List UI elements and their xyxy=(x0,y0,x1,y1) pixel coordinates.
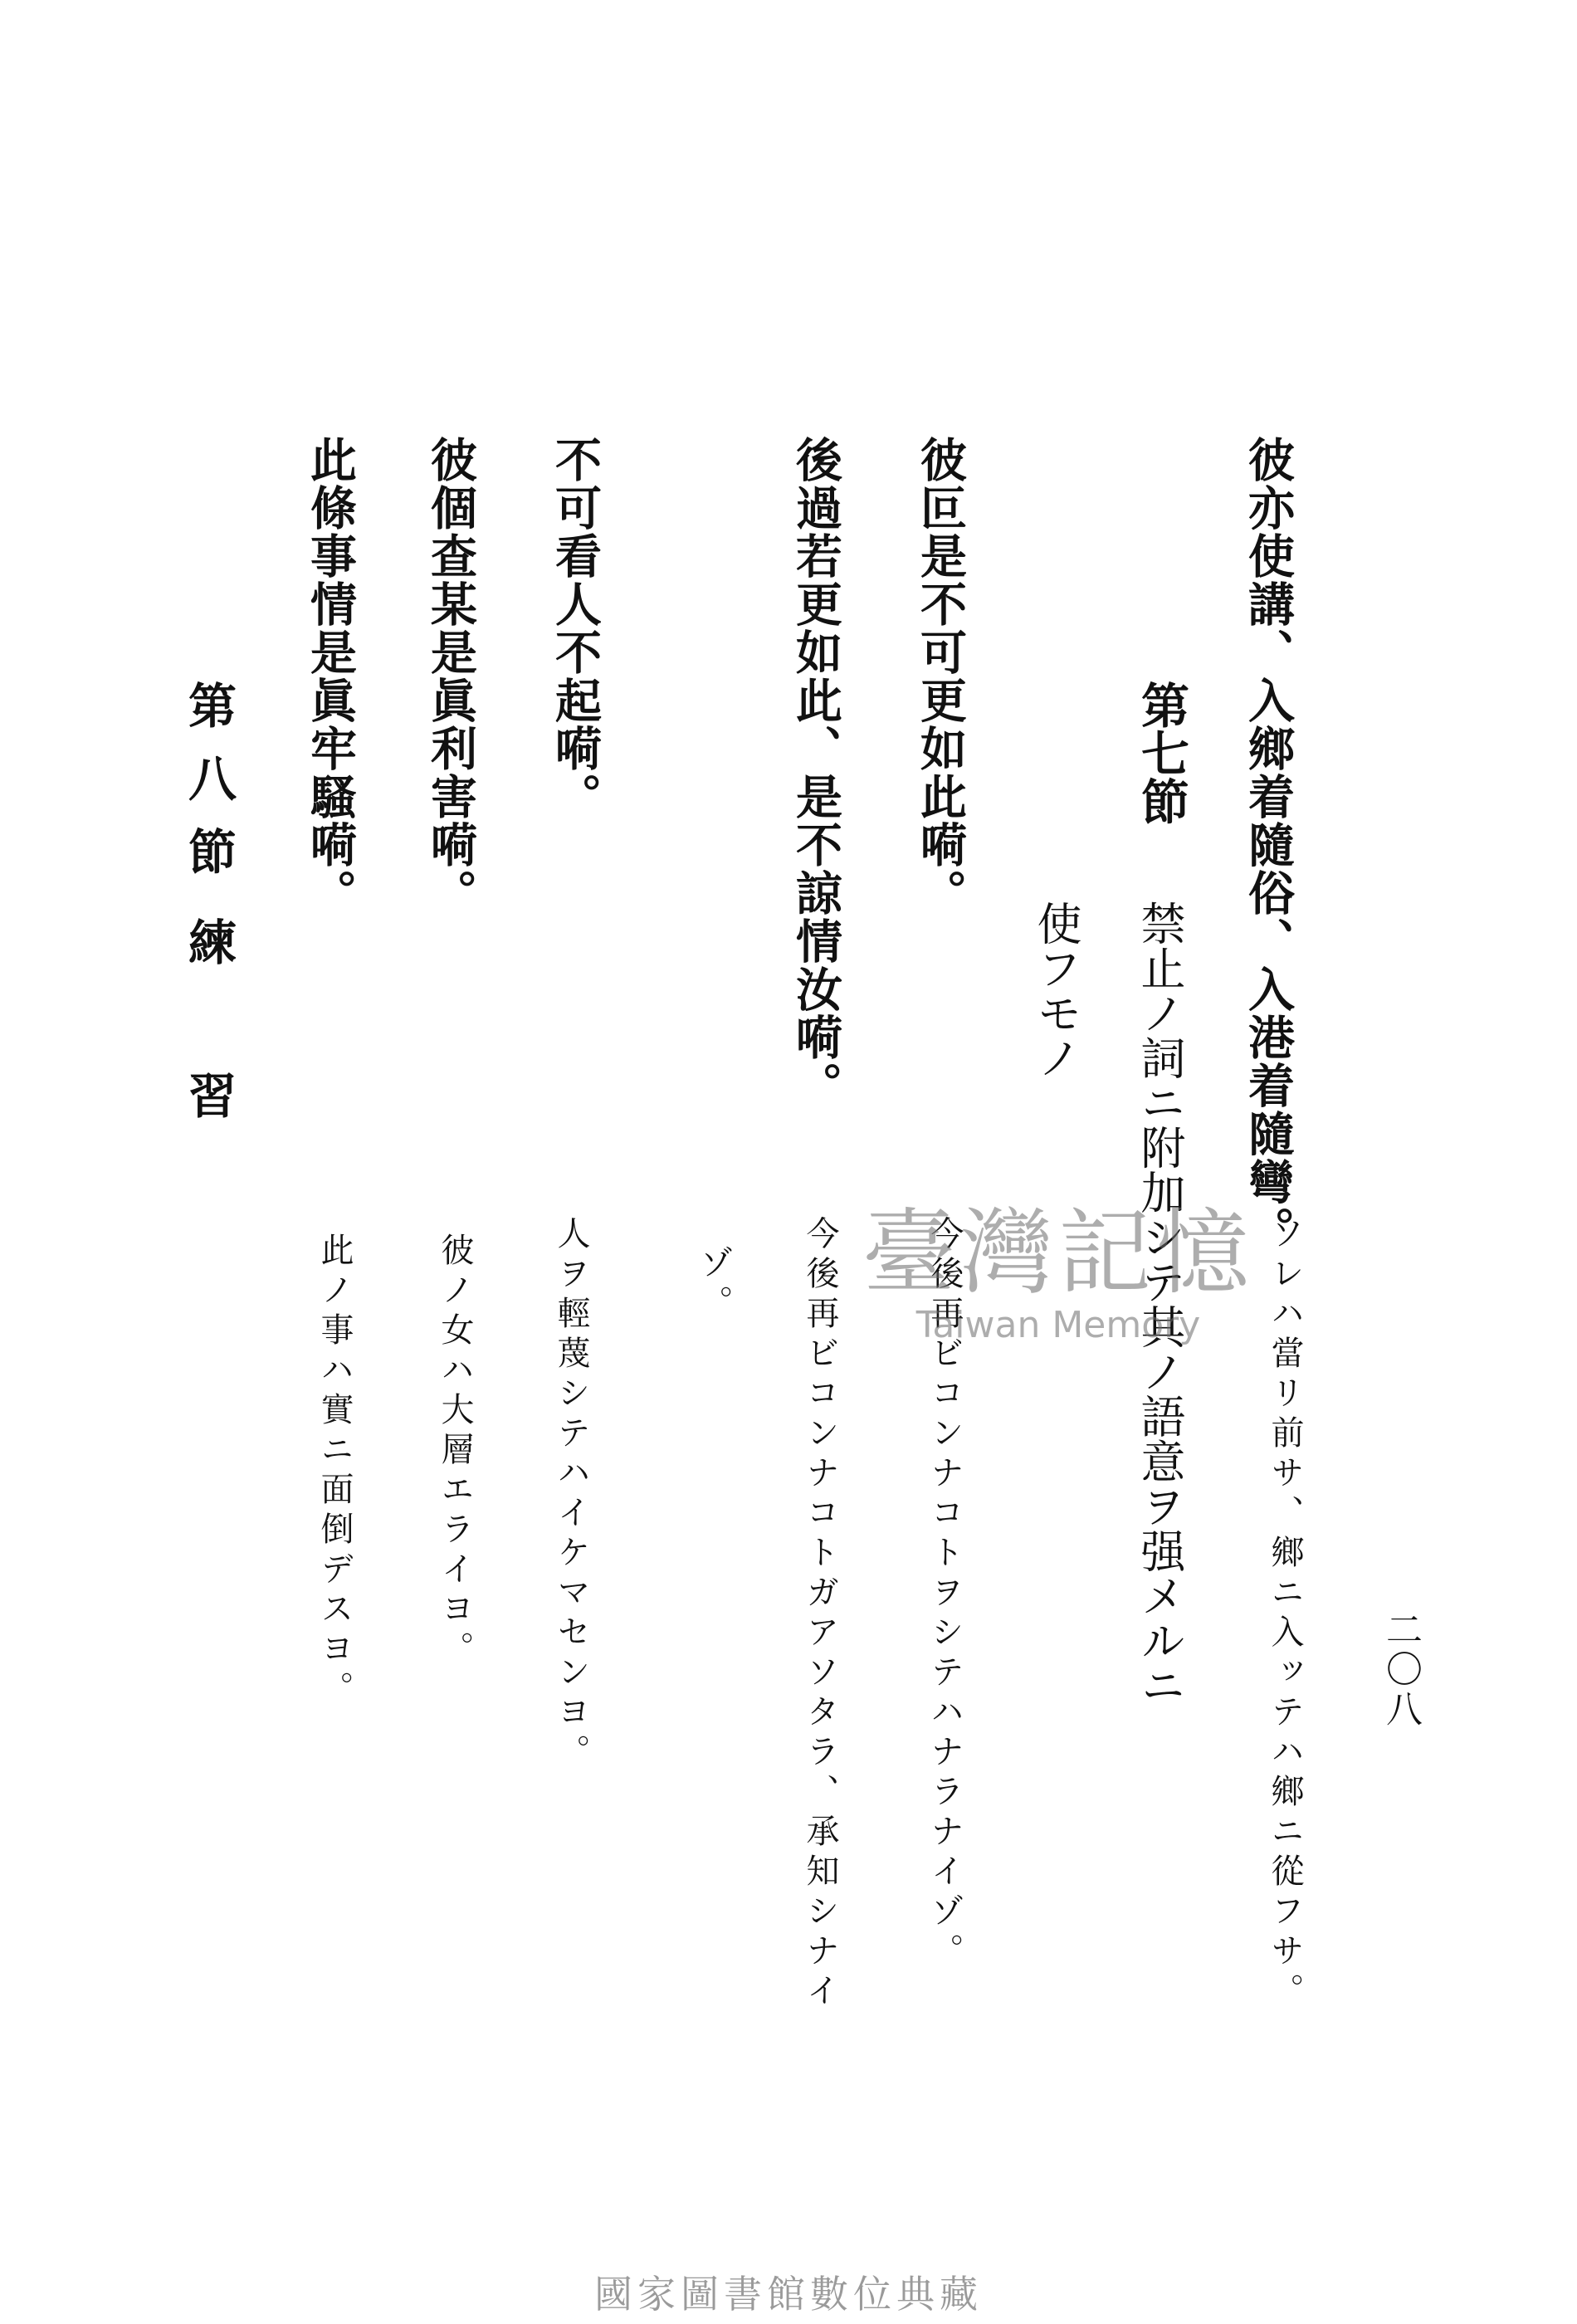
japanese-line: 此ノ事ハ實ニ面倒デスヨ。 xyxy=(315,1233,354,1711)
japanese-line: ソレハ當リ前サ、鄉ニ入ッテハ鄉ニ從フサ。 xyxy=(1266,1216,1304,2013)
section-heading-8: 第八節 xyxy=(180,681,237,900)
page-number: 二〇八 xyxy=(1379,1610,1422,1730)
section-heading-7: 第七節 xyxy=(1133,681,1189,825)
section-heading-8-practice-2: 習 xyxy=(180,1071,237,1119)
taiwanese-line: 彼叵是不可更如此嗬。 xyxy=(913,436,968,917)
japanese-line: 人ヲ輕蔑シテハイケマセンヨ。 xyxy=(552,1216,590,1774)
section-heading-8-practice: 練 xyxy=(180,917,237,965)
library-footer: 國家圖書館數位典藏 xyxy=(594,2272,983,2317)
taiwanese-line: 此條事情是眞牢騷嗬。 xyxy=(303,436,358,917)
taiwanese-line: 彼亦使講、入鄉着隨俗、入港着隨彎。 xyxy=(1241,436,1296,1254)
taiwan-memory-watermark xyxy=(809,1179,1307,1378)
taiwanese-line: 不可看人不起嗬。 xyxy=(548,436,603,821)
section-description: 禁止ノ詞ニ附加シテ其ノ語意ヲ强メルニ xyxy=(1134,901,1186,1707)
taiwanese-line: 彼個查某是眞利害嗬。 xyxy=(423,436,478,917)
section-description-cont: 使フモノ xyxy=(1030,901,1082,1080)
japanese-line: 今後再ビコンナコトヲシテハナラナイゾ。 xyxy=(925,1216,964,1973)
japanese-line: 彼ノ女ハ大層エライヨ。 xyxy=(436,1233,474,1671)
watermark-chinese: 臺灣記憶 xyxy=(862,1199,1254,1307)
japanese-line-cont: ゾ。 xyxy=(695,1245,733,1325)
japanese-line: 今後再ビコンナコトガアソタラ、承知シナイ xyxy=(801,1216,839,2013)
watermark-english: Taiwan Memory xyxy=(915,1304,1201,1346)
taiwanese-line: 後過若更如此、是不諒情汝嗬。 xyxy=(788,436,843,1110)
